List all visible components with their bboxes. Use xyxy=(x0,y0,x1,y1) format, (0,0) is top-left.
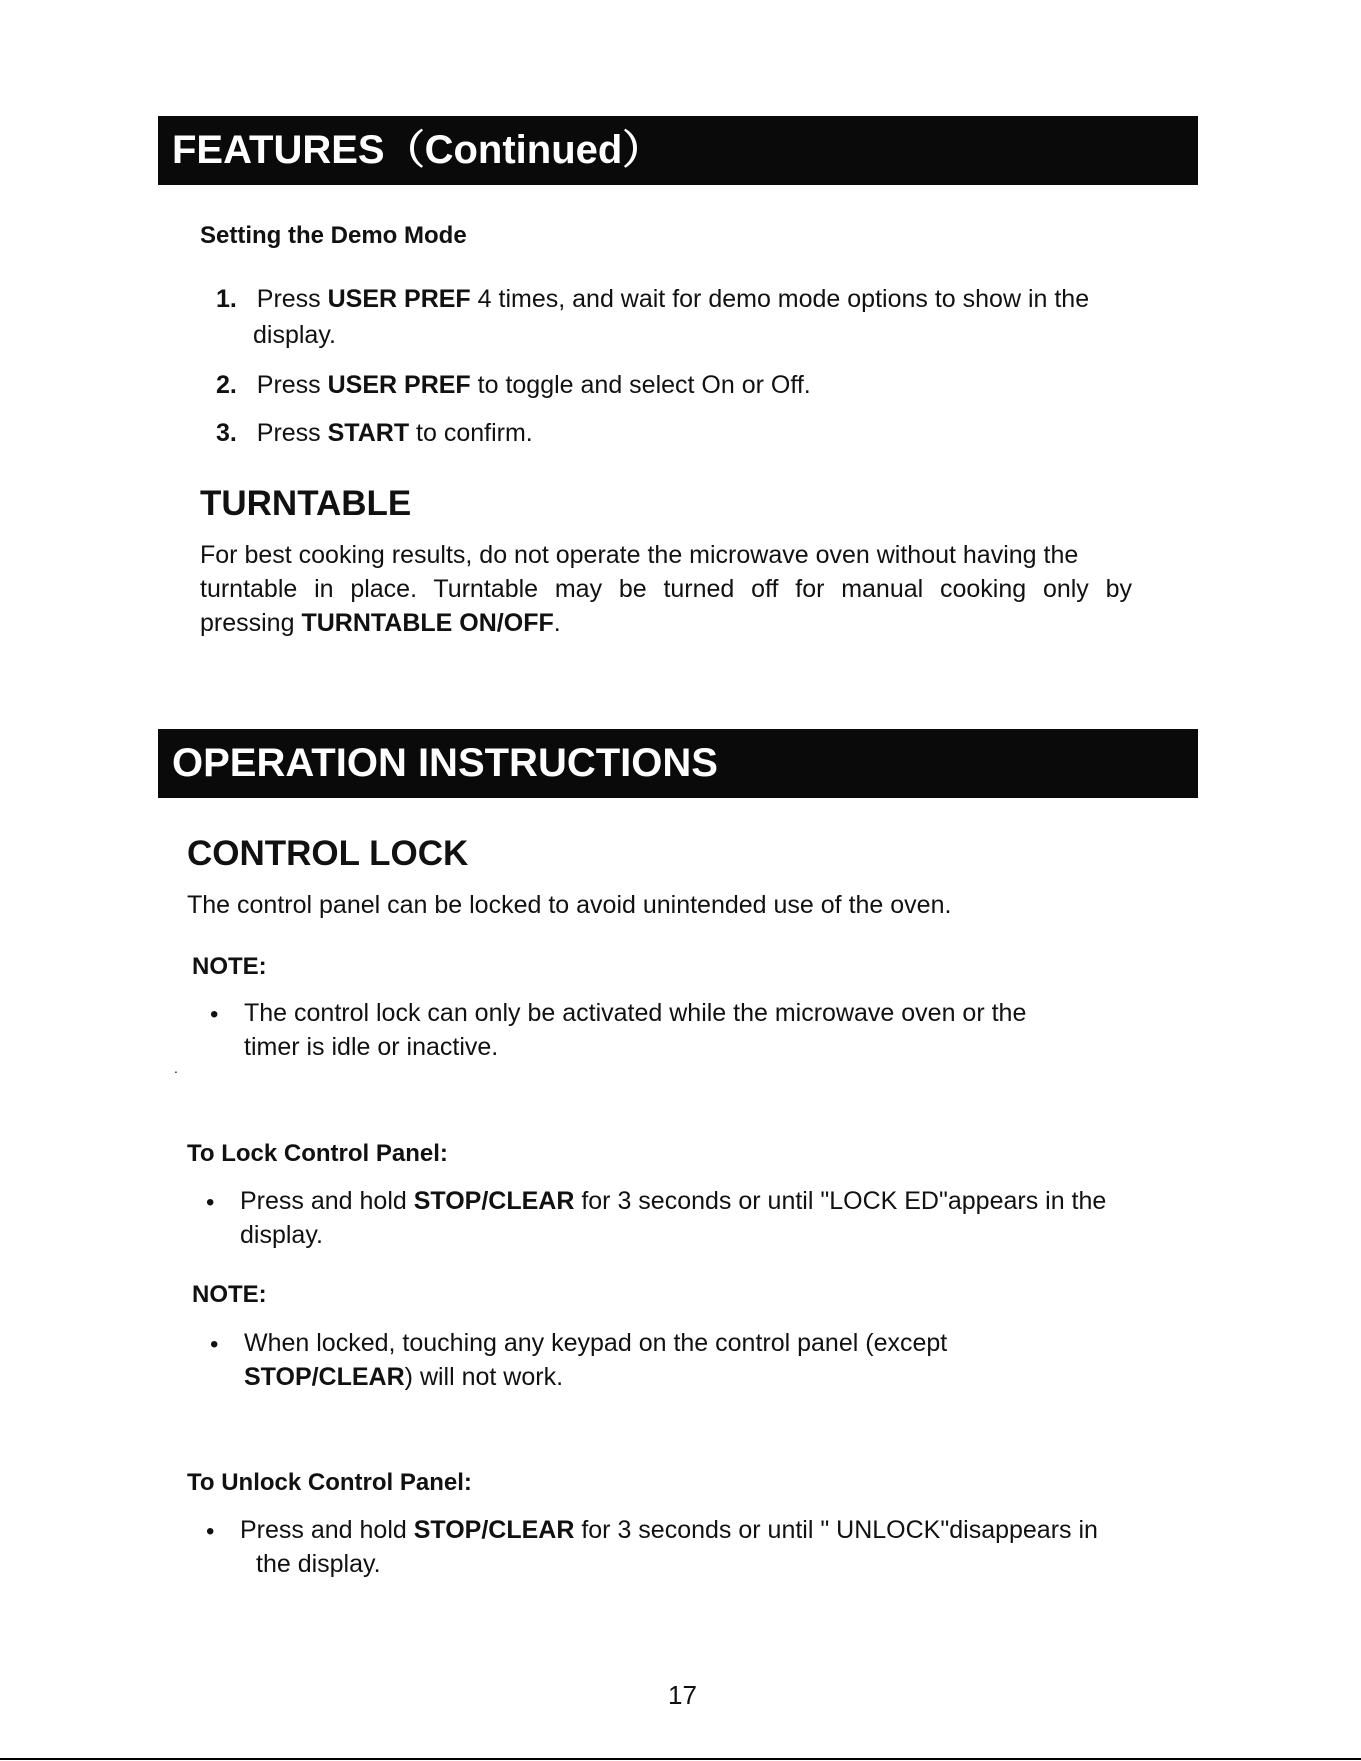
step-number: 1. xyxy=(216,285,237,313)
turntable-line-2-text: turntable in place. Turntable may be turned off for manual cooking only by xyxy=(200,575,1132,603)
lock-instruction-cont: display. xyxy=(240,1221,323,1249)
lock-instruction xyxy=(240,1184,1106,1218)
step-key: USER PREF xyxy=(327,371,471,399)
note-2-key: STOP/CLEAR xyxy=(244,1363,405,1391)
note-1-line-2: timer is idle or inactive. xyxy=(244,1033,499,1061)
lock-post: for 3 seconds or until "LOCK ED"appears in the xyxy=(574,1187,1107,1215)
note-2-post: ) will not work. xyxy=(404,1363,564,1391)
stray-dot: . xyxy=(174,1060,178,1076)
step-number: 3. xyxy=(216,419,237,447)
unlock-title: To Unlock Control Panel: xyxy=(187,1469,472,1496)
operation-banner-title: OPERATION INSTRUCTIONS xyxy=(172,741,718,785)
turntable-line-3 xyxy=(200,606,1132,640)
note-1-label: NOTE: xyxy=(192,953,267,980)
bullet-icon: • xyxy=(210,1001,219,1028)
step-text-pre: Press xyxy=(256,285,328,313)
step-text-post: to toggle and select On or Off. xyxy=(470,371,811,399)
control-lock-intro: The control panel can be locked to avoid unintended use of the oven. xyxy=(187,891,952,919)
note-2-label: NOTE: xyxy=(192,1281,267,1308)
unlock-instruction xyxy=(240,1513,1098,1547)
turntable-key: TURNTABLE ON/OFF xyxy=(301,609,554,637)
bottom-border-line xyxy=(0,1758,1361,1760)
page-number: 17 xyxy=(668,1680,697,1710)
features-banner xyxy=(158,116,1198,185)
turntable-line-3-pre: pressing xyxy=(200,609,302,637)
bullet-icon: • xyxy=(206,1518,215,1545)
turntable-line-2 xyxy=(200,572,1132,606)
bullet-icon: • xyxy=(206,1189,215,1216)
bullet-icon: • xyxy=(210,1331,219,1358)
demo-step-1-cont: display. xyxy=(253,321,336,349)
unlock-instruction-cont: the display. xyxy=(256,1550,381,1578)
turntable-heading: TURNTABLE xyxy=(200,484,412,523)
note-1-line-1: The control lock can only be activated while the microwave oven or the xyxy=(244,999,1027,1027)
step-text-post: 4 times, and wait for demo mode options to show in the xyxy=(470,285,1090,313)
step-text-pre: Press xyxy=(256,419,328,447)
turntable-paragraph xyxy=(200,538,1132,640)
step-key: USER PREF xyxy=(327,285,471,313)
control-lock-heading: CONTROL LOCK xyxy=(187,834,469,873)
unlock-pre: Press and hold xyxy=(240,1516,414,1544)
step-key: START xyxy=(327,419,410,447)
step-text-post: to confirm. xyxy=(409,419,533,447)
unlock-post: for 3 seconds or until " UNLOCK"disappears in xyxy=(574,1516,1098,1544)
demo-step-1 xyxy=(216,282,1089,316)
features-banner-title: FEATURES（Continued） xyxy=(172,128,663,172)
operation-banner xyxy=(158,729,1198,798)
step-number: 2. xyxy=(216,371,237,399)
note-2-line-2 xyxy=(244,1360,563,1394)
note-2-line-1: When locked, touching any keypad on the control panel (except xyxy=(244,1329,948,1357)
turntable-line-1: For best cooking results, do not operate the microwave oven without having the xyxy=(200,541,1079,569)
step-text-pre: Press xyxy=(256,371,328,399)
demo-step-2 xyxy=(216,368,811,402)
unlock-key: STOP/CLEAR xyxy=(413,1516,575,1544)
lock-key: STOP/CLEAR xyxy=(413,1187,575,1215)
lock-pre: Press and hold xyxy=(240,1187,414,1215)
demo-step-3 xyxy=(216,416,533,450)
lock-title: To Lock Control Panel: xyxy=(187,1140,448,1167)
demo-mode-title: Setting the Demo Mode xyxy=(200,222,467,249)
turntable-line-3-post: . xyxy=(553,609,561,637)
